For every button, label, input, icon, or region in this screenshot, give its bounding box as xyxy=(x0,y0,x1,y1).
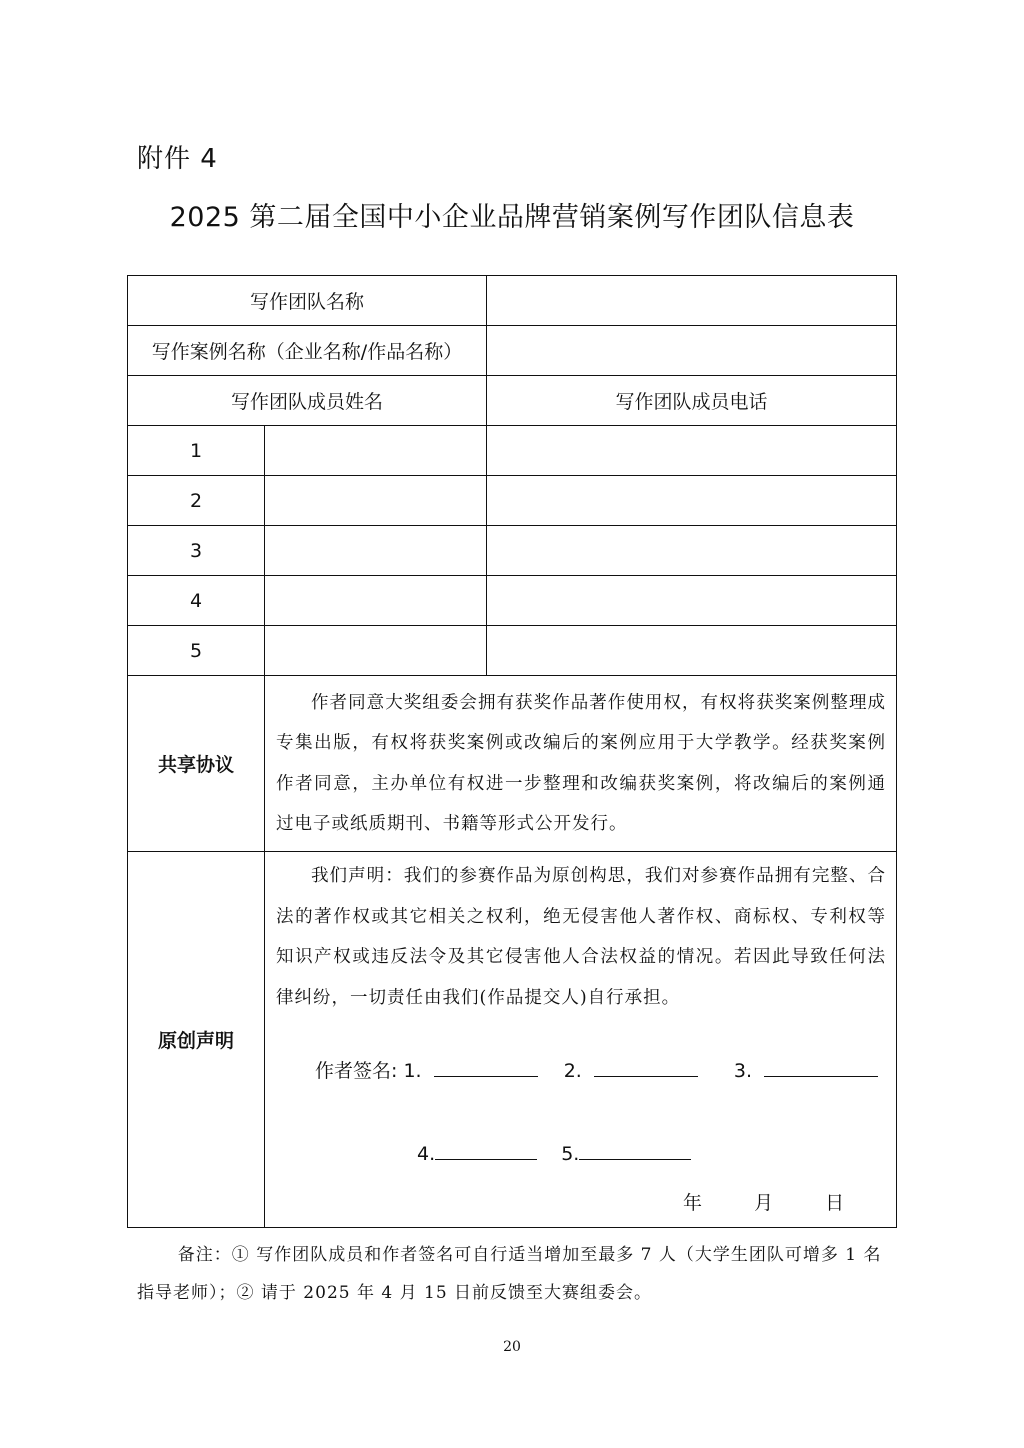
share-agreement-row xyxy=(128,676,897,852)
date-day-label: 日 xyxy=(825,1192,845,1214)
member-row-number: 4 xyxy=(128,576,265,626)
member-name-field[interactable] xyxy=(265,526,487,576)
signature-5-field[interactable] xyxy=(579,1139,691,1160)
date-year-label: 年 xyxy=(683,1192,703,1214)
signature-1-number: 1. xyxy=(403,1060,422,1082)
member-phone-field[interactable] xyxy=(487,626,897,676)
form-title: 2025 第二届全国中小企业品牌营销案例写作团队信息表 xyxy=(169,202,855,233)
signature-1-field[interactable] xyxy=(434,1056,538,1077)
originality-label: 原创声明 xyxy=(128,852,265,1228)
originality-text: 我们声明：我们的参赛作品为原创构思，我们对参赛作品拥有完整、合法的著作权或其它相关之权利，绝无侵害他人著作权、商标权、专利权等知识产权或违反法令及其它侵害他人合法权益的情况。若因此导致任何法律纠纷，一切责任由我们(作品提交人)自行承担。 xyxy=(276,866,887,1008)
member-name-field[interactable] xyxy=(265,626,487,676)
signature-4-field[interactable] xyxy=(435,1139,537,1160)
share-agreement-cell xyxy=(265,676,897,852)
signature-3-field[interactable] xyxy=(764,1056,878,1077)
member-phone-header: 写作团队成员电话 xyxy=(487,376,897,426)
team-name-row xyxy=(128,276,897,326)
team-name-label: 写作团队名称 xyxy=(128,276,487,326)
originality-cell xyxy=(265,852,897,1228)
member-phone-field[interactable] xyxy=(487,476,897,526)
share-agreement-text: 作者同意大奖组委会拥有获奖作品著作使用权，有权将获奖案例整理成专集出版，有权将获奖案例或改编后的案例应用于大学教学。经获奖案例作者同意，主办单位有权进一步整理和改编获奖案例，将改编后的案例通过电子或纸质期刊、书籍等形式公开发行。 xyxy=(276,692,887,834)
case-name-field[interactable] xyxy=(487,326,897,376)
member-header-row xyxy=(128,376,897,426)
share-agreement-label: 共享协议 xyxy=(128,676,265,852)
signature-2-field[interactable] xyxy=(594,1056,698,1077)
member-row xyxy=(128,476,897,526)
case-name-row xyxy=(128,326,897,376)
date-month-label: 月 xyxy=(754,1192,774,1214)
info-form-table xyxy=(127,275,897,1228)
remarks-note: 备注：① 写作团队成员和作者签名可自行适当增加至最多 7 人（大学生团队可增多 1 名指导老师）；② 请于 2025 年 4 月 15 日前反馈至大赛组委会。 xyxy=(137,1245,882,1303)
member-row-number: 3 xyxy=(128,526,265,576)
member-row-number: 5 xyxy=(128,626,265,676)
signature-2-number: 2. xyxy=(563,1060,582,1082)
signature-line-2 xyxy=(417,1139,691,1165)
signature-line-1 xyxy=(315,1056,878,1083)
member-name-header: 写作团队成员姓名 xyxy=(128,376,487,426)
signature-label: 作者签名: xyxy=(315,1060,398,1082)
member-name-field[interactable] xyxy=(265,476,487,526)
member-name-field[interactable] xyxy=(265,576,487,626)
member-row xyxy=(128,526,897,576)
member-row-number: 2 xyxy=(128,476,265,526)
team-name-field[interactable] xyxy=(487,276,897,326)
attachment-label: 附件 4 xyxy=(137,144,218,174)
member-phone-field[interactable] xyxy=(487,576,897,626)
member-row xyxy=(128,626,897,676)
case-name-label: 写作案例名称（企业名称/作品名称） xyxy=(128,326,487,376)
signature-5-number: 5. xyxy=(561,1143,580,1165)
member-row xyxy=(128,576,897,626)
page-number: 20 xyxy=(503,1339,521,1355)
member-phone-field[interactable] xyxy=(487,526,897,576)
member-phone-field[interactable] xyxy=(487,426,897,476)
member-name-field[interactable] xyxy=(265,426,487,476)
signature-date xyxy=(683,1188,890,1215)
member-row xyxy=(128,426,897,476)
member-row-number: 1 xyxy=(128,426,265,476)
signature-3-number: 3. xyxy=(733,1060,753,1082)
signature-4-number: 4. xyxy=(417,1143,436,1165)
originality-row xyxy=(128,852,897,1228)
